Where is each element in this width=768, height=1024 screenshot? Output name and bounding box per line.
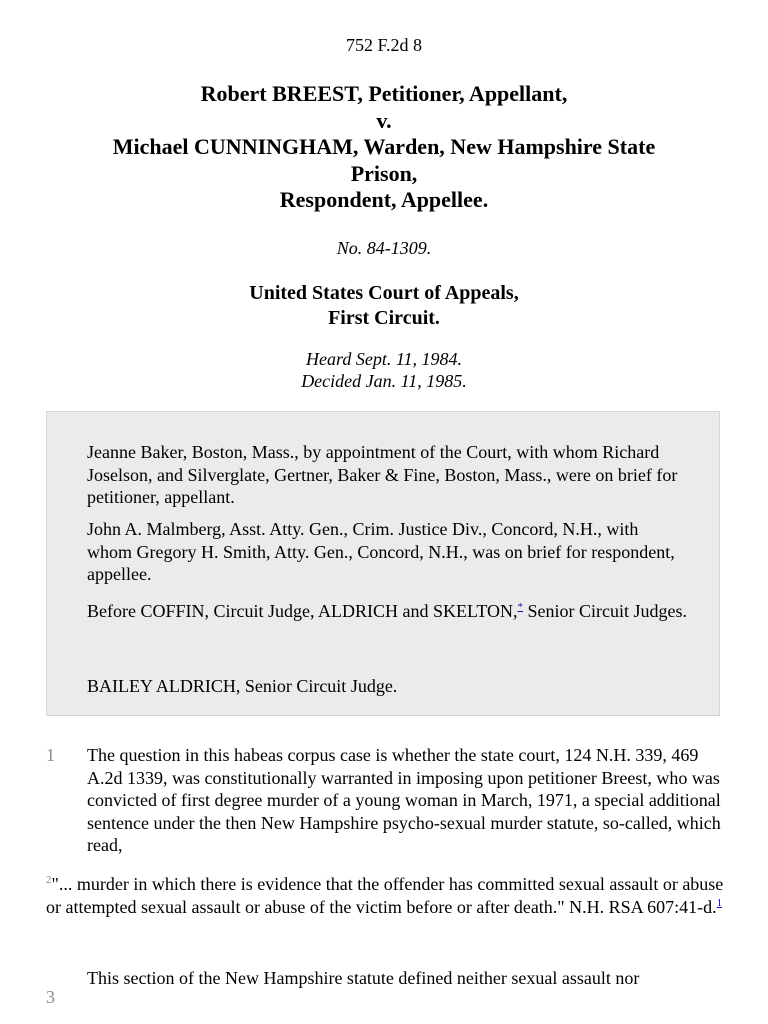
footnote-link-1[interactable]: 1 bbox=[716, 896, 723, 909]
counsel-respondent: John A. Malmberg, Asst. Atty. Gen., Crim. Justice Div., Concord, N.H., with whom Gregory H. Smith, Atty. Gen., Concord, N.H., was on brief for respondent, appellee. bbox=[87, 519, 675, 584]
case-caption bbox=[40, 81, 728, 214]
paragraph-number: 3 bbox=[46, 987, 55, 1007]
caption-respondent-role: Respondent, Appellee. bbox=[279, 187, 489, 212]
opinion-paragraph: The question in this habeas corpus case is whether the state court, 124 N.H. 339, 469 A.2d 1339, was constitutionally warranted in imposing upon petitioner Breest, who was convicted of first degree murder of a young woman in March, 1971, a special additional sentence under the then New Hampshire psycho-sexual murder statute, so-called, which read, bbox=[87, 745, 721, 855]
court-name-line1: United States Court of Appeals, bbox=[249, 282, 519, 304]
docket-number: No. 84-1309. bbox=[336, 238, 432, 258]
panel-judges-text-end: Senior Circuit Judges. bbox=[523, 601, 687, 621]
case-dates bbox=[0, 348, 768, 392]
paragraph-number: 1 bbox=[46, 745, 55, 765]
decided-date: Decided Jan. 11, 1985. bbox=[301, 371, 467, 391]
court-name bbox=[0, 281, 768, 331]
opinion-paragraph: This section of the New Hampshire statute defined neither sexual assault nor bbox=[87, 968, 640, 988]
heard-date: Heard Sept. 11, 1984. bbox=[306, 349, 462, 369]
caption-respondent-cont: Prison, bbox=[350, 160, 418, 186]
court-name-line2: First Circuit. bbox=[328, 307, 440, 329]
panel-judges bbox=[87, 600, 687, 623]
quote-paragraph-marker: 2 bbox=[46, 874, 52, 886]
statute-quote-text: "... murder in which there is evidence that the offender has committed sexual assault or abuse or attempted sexual assault or abuse of the victim before or after death." N.H. RSA 607:41-d. bbox=[46, 874, 724, 917]
case-citation: 752 F.2d 8 bbox=[345, 35, 423, 55]
counsel-panel bbox=[46, 411, 720, 716]
caption-versus: v. bbox=[376, 107, 392, 133]
opinion-author: BAILEY ALDRICH, Senior Circuit Judge. bbox=[87, 676, 398, 696]
statute-quote bbox=[46, 873, 736, 918]
panel-judges-text: Before COFFIN, Circuit Judge, ALDRICH and SKELTON, bbox=[87, 601, 518, 621]
caption-respondent: Michael CUNNINGHAM, Warden, New Hampshire State bbox=[112, 134, 656, 159]
counsel-petitioner: Jeanne Baker, Boston, Mass., by appointment of the Court, with whom Richard Joselson, and Silverglate, Gertner, Baker & Fine, Boston, Mass., were on brief for petitioner, appellant. bbox=[87, 442, 678, 507]
caption-petitioner: Robert BREEST, Petitioner, Appellant, bbox=[200, 81, 568, 106]
footnote-link-asterisk[interactable]: * bbox=[517, 601, 523, 613]
